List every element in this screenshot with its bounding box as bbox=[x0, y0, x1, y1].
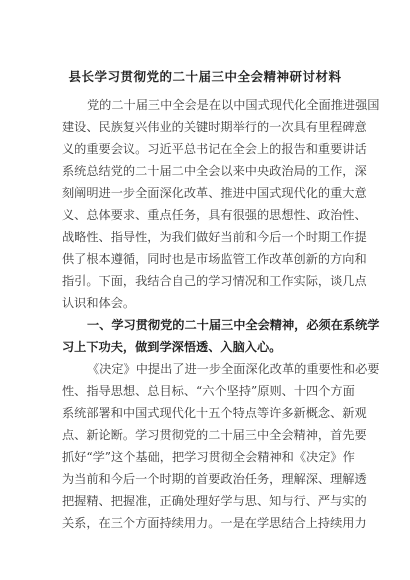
paragraph-line: 供了根本遵循，同时也是市场监管工作改革创新的方向和 bbox=[62, 252, 367, 266]
paragraph-line: 抓好“学”这个基础，把学习贯彻全会精神和《决定》作 bbox=[62, 450, 355, 464]
paragraph-line: 关系，在三个方面持续用力。一是在学思结合上持续用力 bbox=[62, 516, 367, 530]
paragraph-line: 点、新论断。学习贯彻党的二十届三中全会精神，首先要 bbox=[62, 428, 367, 442]
section-heading: 一、学习贯彻党的二十届三中全会精神，必须在系统学 bbox=[87, 318, 380, 332]
paragraph-line: 建设、民族复兴伟业的关键时期举行的一次具有里程碑意 bbox=[62, 120, 367, 134]
paragraph-line: 义、总体要求、重点任务，具有很强的思想性、政治性、 bbox=[62, 208, 367, 222]
paragraph-line: 系统总结党的二十届二中全会以来中央政治局的工作，深 bbox=[62, 164, 367, 178]
paragraph-line: 系统部署和中国式现代化十五个特点等许多新概念、新观 bbox=[62, 406, 367, 420]
paragraph-line: 刻阐明进一步全面深化改革、推进中国式现代化的重大意 bbox=[62, 186, 367, 200]
paragraph-line: 性、指导思想、总目标、“六个坚持”原则、十四个方面 bbox=[62, 384, 355, 398]
section-heading: 习上下功夫，做到学深悟透、入脑入心。 bbox=[62, 340, 282, 354]
document-title: 县长学习贯彻党的二十届三中全会精神研讨材料 bbox=[68, 69, 342, 84]
paragraph-line: 党的二十届三中全会是在以中国式现代化全面推进强国 bbox=[87, 98, 380, 112]
paragraph-line: 认识和体会。 bbox=[62, 296, 136, 310]
paragraph-line: 指引。下面，我结合自己的学习情况和工作实际，谈几点 bbox=[62, 274, 367, 288]
paragraph-line: 战略性、指导性，为我们做好当前和今后一个时期工作提 bbox=[62, 230, 367, 244]
paragraph-line: 为当前和今后一个时期的首要政治任务，理解深、理解透 bbox=[62, 472, 367, 486]
paragraph-line: 《决定》中提出了进一步全面深化改革的重要性和必要 bbox=[87, 362, 380, 376]
paragraph-line: 把握精、把握准，正确处理好学与思、知与行、严与实的 bbox=[62, 494, 367, 508]
paragraph-line: 义的重要会议。习近平总书记在全会上的报告和重要讲话 bbox=[62, 142, 367, 156]
